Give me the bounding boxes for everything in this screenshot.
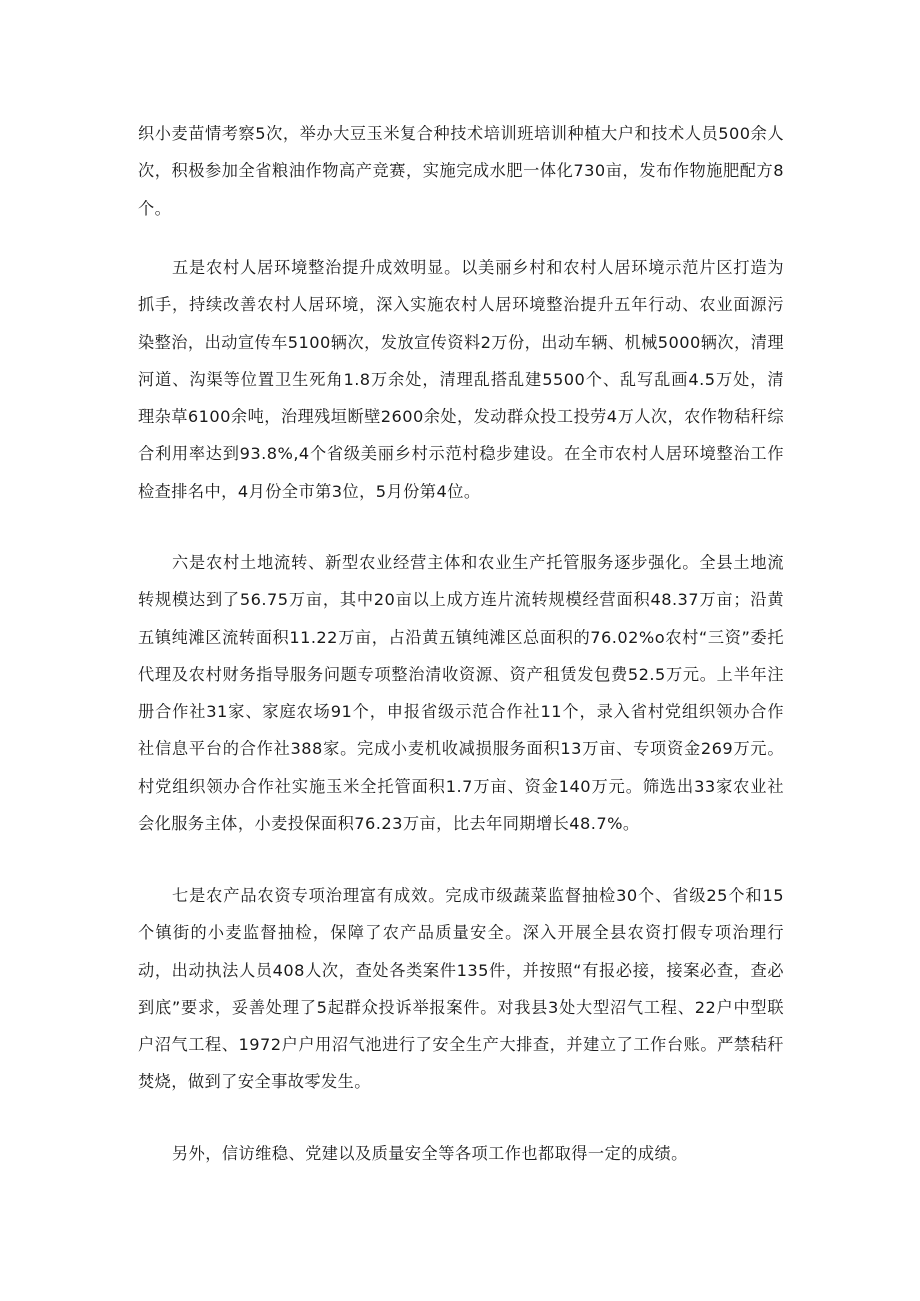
paragraph-other-work: 另外，信访维稳、党建以及质量安全等各项工作也都取得一定的成绩。 — [172, 1144, 688, 1163]
paragraph-agri-inputs: 七是农产品农资专项治理富有成效。完成市级蔬菜监督抽检30个、省级25个和15个镇街的小麦监督抽检，保障了农产品质量安全。深入开展全县农资打假专项治理行动，出动执法人员408人次，查处各类案件135件，并按照“有报必接，接案必查，查必到底”要求，妥善处理了5起群众投诉举报案件。对我县3处大型沼气工程、22户中型联户沼气工程、1972户户用沼气池进行了安全生产大排查，并建立了工作台账。严禁秸秆焚烧，做到了安全事故零发生。 — [138, 886, 784, 1092]
paragraph-rural-environment: 五是农村人居环境整治提升成效明显。以美丽乡村和农村人居环境示范片区打造为抓手，持续改善农村人居环境，深入实施农村人居环境整治提升五年行动、农业面源污染整治，出动宣传车5100辆次，发放宣传资料2万份，出动车辆、机械5000辆次，清理河道、沟渠等位置卫生死角1.8万余处，清理乱搭乱建5500个、乱写乱画4.5万处，清理杂草6100余吨，治理残垣断壁2600余处，发动群众投工投劳4万人次，农作物秸秆综合利用率达到93.8%,4个省级美丽乡村示范村稳步建设。在全市农村人居环境整治工作检查排名中，4月份全市第3位，5月份第4位。 — [138, 258, 784, 501]
paragraph-land-transfer: 六是农村土地流转、新型农业经营主体和农业生产托管服务逐步强化。全县土地流转规模达到了56.75万亩，其中20亩以上成方连片流转规模经营面积48.37万亩；沿黄五镇纯滩区流转面积11.22万亩，占沿黄五镇纯滩区总面积的76.02%o农村“三资”委托代理及农村财务指导服务问题专项整治清收资源、资产租赁发包费52.5万元。上半年注册合作社31家、家庭农场91个，申报省级示范合作社11个，录入省村党组织领办合作社信息平台的合作社388家。完成小麦机收减损服务面积13万亩、专项资金269万元。村党组织领办合作社实施玉米全托管面积1.7万亩、资金140万元。筛选出33家农业社会化服务主体，小麦投保面积76.23万亩，比去年同期增长48.7%。 — [138, 553, 784, 834]
paragraph-continuation: 织小麦苗情考察5次，举办大豆玉米复合种技术培训班培训种植大户和技术人员500余人次，积极参加全省粮油作物高产竞赛，实施完成水肥一体化730亩，发布作物施肥配方8个。 — [138, 124, 784, 218]
